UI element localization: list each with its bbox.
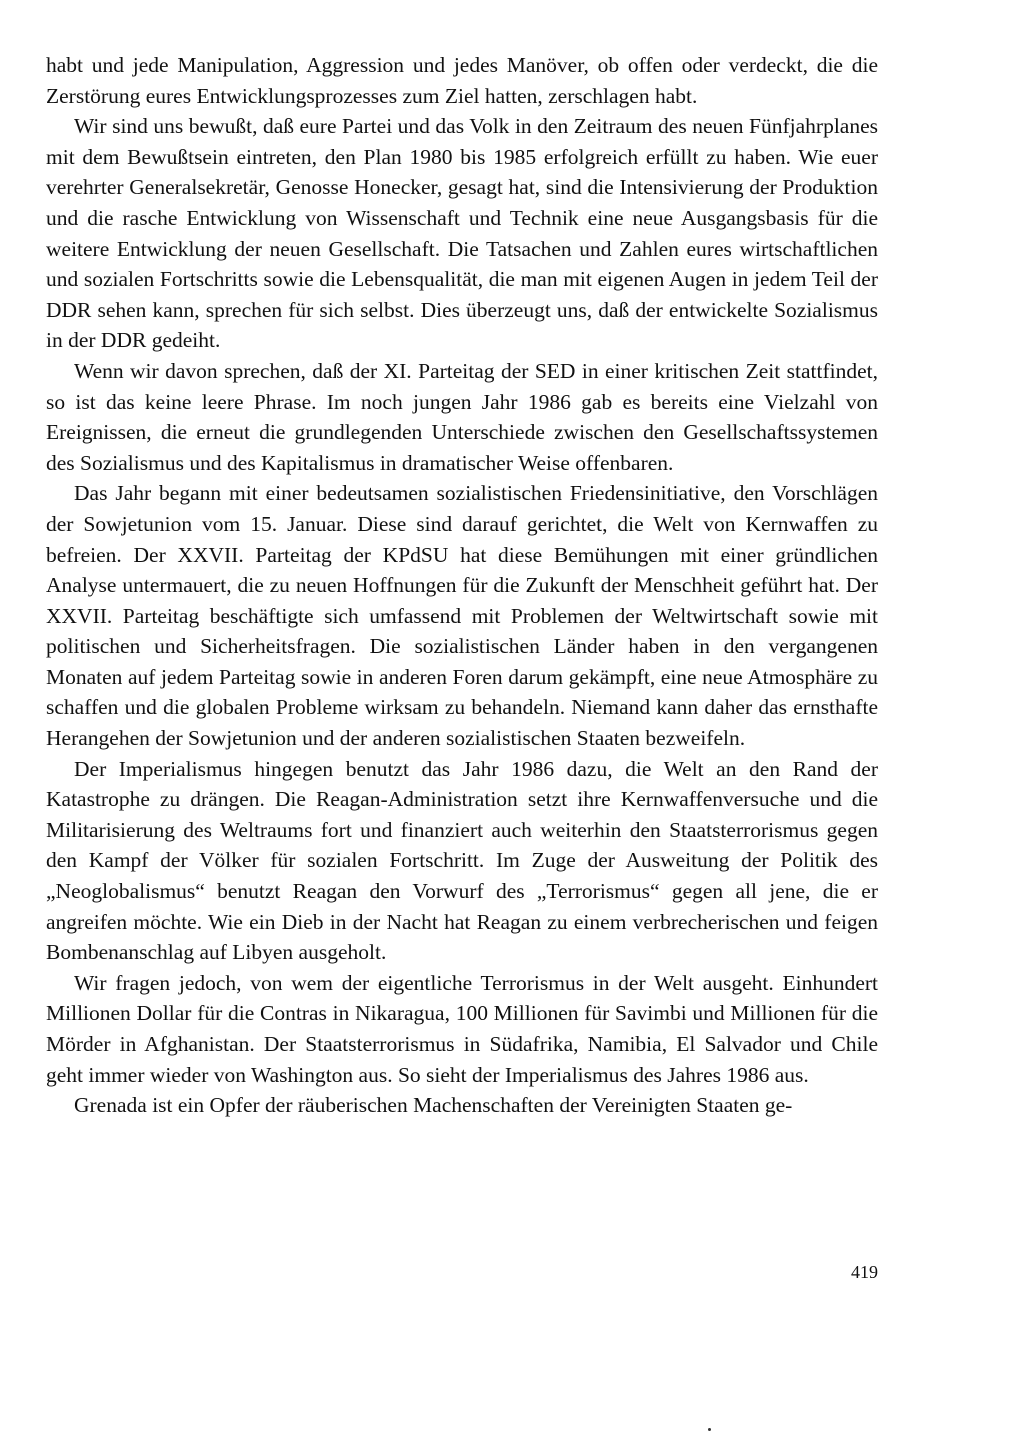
paragraph: Wenn wir davon sprechen, daß der XI. Parteitag der SED in einer kritischen Zeit stattfindet, so ist das keine leere Phrase. Im noch jungen Jahr 1986 gab es bereits eine Vielzahl von Ereignissen, die erneut die grundlegenden Unterschiede zwischen den Gesellschaftssystemen des Sozialismus und des Kapitalismus in dramatischer Weise offenbaren. — [46, 358, 878, 475]
page-number: 419 — [851, 1262, 878, 1282]
paragraph-continued: habt und jede Manipulation, Aggression und jedes Manöver, ob offen oder verdeckt, die die Zerstörung eures Entwicklungsprozesses zum Ziel hatten, zerschlagen habt. — [46, 53, 878, 108]
paragraph: Wir fragen jedoch, von wem der eigentliche Terrorismus in der Welt ausgeht. Einhundert Millionen Dollar für die Contras in Nikaragua, 100 Millionen für Savimbi und Millionen für die Mörder in Afghanistan. Der Staatsterrorismus in Südafrika, Namibia, El Salvador und Chile geht immer wieder von Washington aus. So sieht der Imperialismus des Jahres 1986 aus. — [46, 970, 878, 1087]
paragraph: Der Imperialismus hingegen benutzt das Jahr 1986 dazu, die Welt an den Rand der Katastrophe zu drängen. Die Reagan-Administration setzt ihre Kernwaffenversuche und die Militarisierung des Weltraums fort und finanziert auch weiterhin den Staatsterrorismus gegen den Kampf der Völker für sozialen Fortschritt. Im Zuge der Ausweitung der Politik des „Neoglobalismus“ benutzt Reagan den Vorwurf des „Terrorismus“ gegen all jene, die er angreifen möchte. Wie ein Dieb in der Nacht hat Reagan zu einem verbrecherischen und feigen Bombenanschlag auf Libyen ausgeholt. — [46, 756, 878, 965]
paragraph: Wir sind uns bewußt, daß eure Partei und das Volk in den Zeitraum des neuen Fünfjahrplanes mit dem Bewußtsein eintreten, den Plan 1980 bis 1985 erfolgreich erfüllt zu haben. Wie euer verehrter Generalsekretär, Genosse Honecker, gesagt hat, sind die Intensivierung der Produktion und die rasche Entwicklung von Wissenschaft und Technik eine neue Ausgangsbasis für die weitere Entwicklung der neuen Gesellschaft. Die Tatsachen und Zahlen eures wirtschaftlichen und sozialen Fortschritts sowie die Lebensqualität, die man mit eigenen Augen in jedem Teil der DDR sehen kann, sprechen für sich selbst. Dies überzeugt uns, daß der entwickelte Sozialismus in der DDR gedeiht. — [46, 114, 878, 353]
body-text — [46, 50, 878, 1121]
scan-speck — [708, 1428, 711, 1431]
paragraph: Grenada ist ein Opfer der räuberischen Machenschaften der Vereinigten Staaten ge- — [74, 1093, 793, 1118]
paragraph: Das Jahr begann mit einer bedeutsamen sozialistischen Friedensinitiative, den Vorschlägen der Sowjetunion vom 15. Januar. Diese sind darauf gerichtet, die Welt von Kernwaffen zu befreien. Der XXVII. Parteitag der KPdSU hat diese Bemühungen mit einer gründlichen Analyse untermauert, die zu neuen Hoffnungen für die Zukunft der Menschheit geführt hat. Der XXVII. Parteitag beschäftigte sich umfassend mit Problemen der Weltwirtschaft sowie mit politischen und Sicherheitsfragen. Die sozialistischen Länder haben in den vergangenen Monaten auf jedem Parteitag sowie in anderen Foren darum gekämpft, eine neue Atmosphäre zu schaffen und die globalen Probleme wirksam zu behandeln. Niemand kann daher das ernsthafte Herangehen der Sowjetunion und der anderen sozialistischen Staaten bezweifeln. — [46, 481, 878, 751]
